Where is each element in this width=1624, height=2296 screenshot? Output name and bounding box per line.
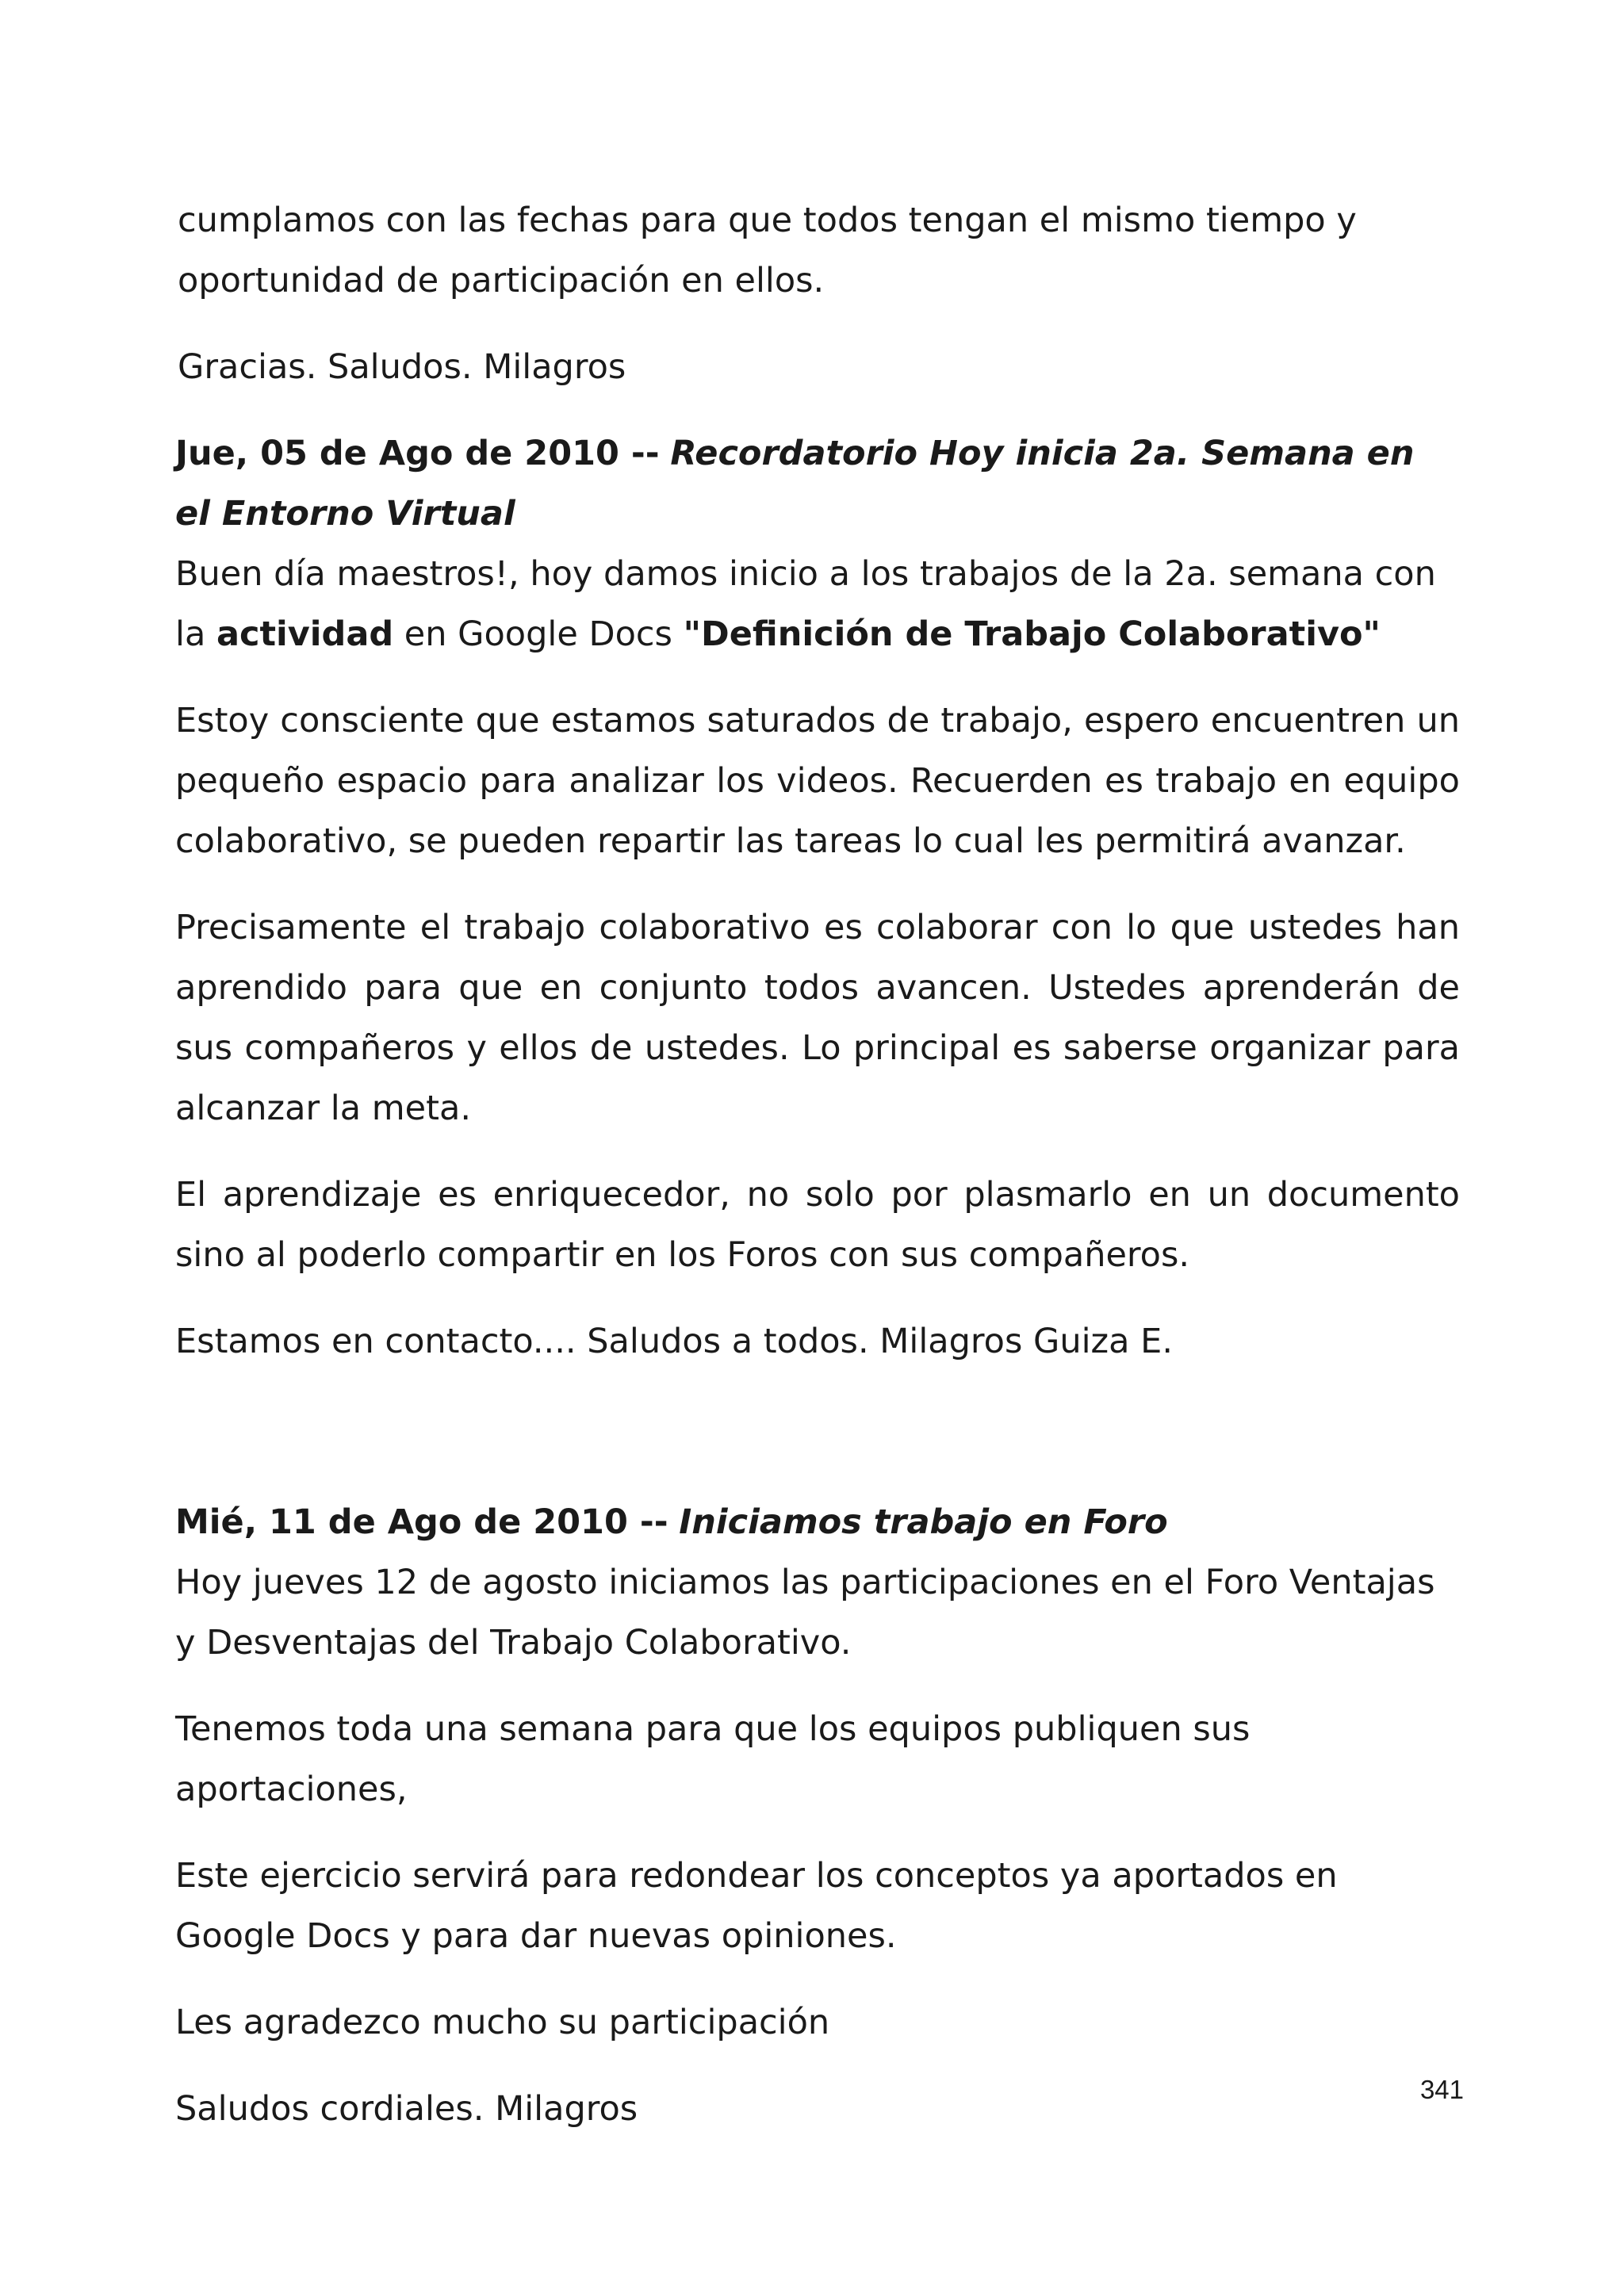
page-number: 341 [1419, 2075, 1464, 2104]
continuation-signature: Gracias. Saludos. Milagros [178, 347, 626, 387]
entry-paragraph: Este ejercicio servirá para redondear los conceptos ya aportados en Google Docs y para dar nuevas opiniones. [175, 1856, 1338, 1956]
entry-signature: Estamos en contacto.... Saludos a todos. Milagros Guiza E. [175, 1322, 1173, 1361]
intro-text: Buen día maestros!, hoy damos inicio a los trabajos de la 2a. semana con la [175, 554, 1436, 654]
entry-paragraph: El aprendizaje es enriquecedor, no solo por plasmarlo en un documento sino al poderlo compartir en los Foros con sus compañeros. [175, 1175, 1460, 1275]
intro-activity-name: "Definición de Trabajo Colaborativo" [683, 614, 1381, 654]
entry-title: Iniciamos trabajo en Foro [679, 1502, 1168, 1542]
entry-paragraph: Les agradezco mucho su participación [175, 2003, 830, 2042]
entry-paragraph: Estoy consciente que estamos saturados de trabajo, espero encuentren un pequeño espacio para analizar los videos. Recuerden es trabajo en equipo colaborativo, se pueden repartir las tareas lo cual les permitirá avanzar. [175, 701, 1460, 861]
entry-date: Mié, 11 de Ago de 2010 -- [175, 1502, 668, 1542]
entry-title: Recordatorio Hoy inicia 2a. Semana en el Entorno Virtual [175, 434, 1415, 534]
intro-text-2: en Google Docs [404, 614, 672, 654]
entry-intro [175, 544, 1460, 664]
entry-paragraph: Hoy jueves 12 de agosto iniciamos las participaciones en el Foro Ventajas y Desventajas del Trabajo Colaborativo. [175, 1563, 1435, 1663]
document-page [175, 190, 1460, 2139]
entry-heading [175, 1492, 1460, 1552]
entry-signature: Saludos cordiales. Milagros [175, 2089, 638, 2129]
continuation-paragraph: cumplamos con las fechas para que todos tengan el mismo tiempo y oportunidad de participación en ellos. [178, 201, 1357, 300]
entry-paragraph: Precisamente el trabajo colaborativo es colaborar con lo que ustedes han aprendido para que en conjunto todos avancen. Ustedes aprenderán de sus compañeros y ellos de ustedes. Lo principal es saberse organizar para alcanzar la meta. [175, 908, 1460, 1128]
entry-paragraph: Tenemos toda una semana para que los equipos publiquen sus aportaciones, [175, 1709, 1251, 1809]
entry-date: Jue, 05 de Ago de 2010 -- [175, 434, 660, 473]
intro-bold-word: actividad [216, 614, 394, 654]
entry-heading [175, 423, 1460, 544]
